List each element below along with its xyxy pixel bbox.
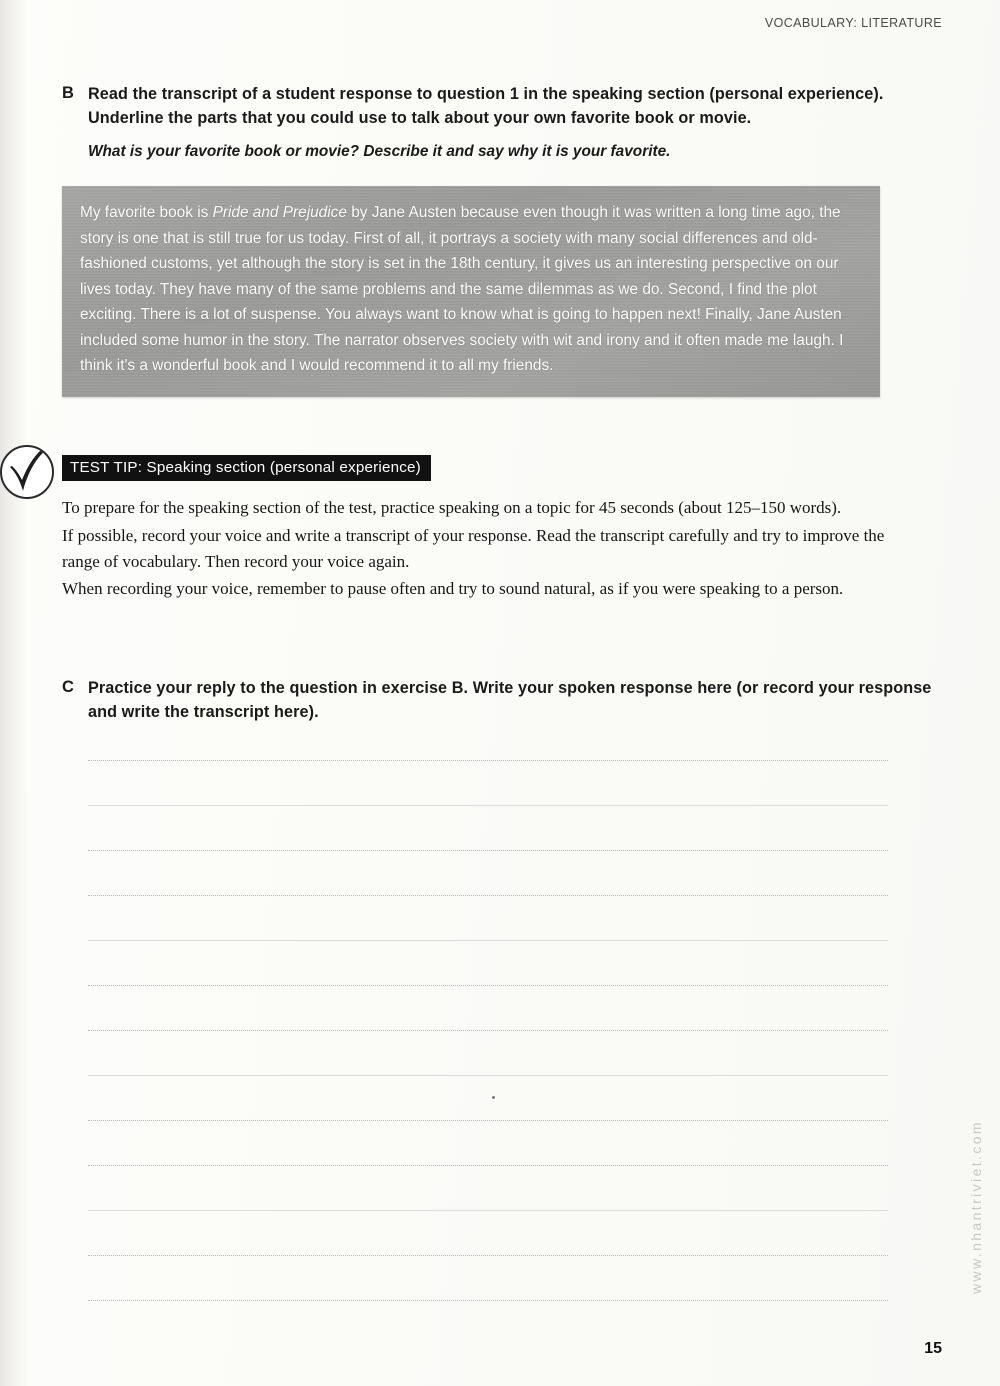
- answer-writing-lines[interactable]: [88, 760, 888, 1345]
- exercise-c: [62, 676, 942, 725]
- answer-line[interactable]: [88, 940, 888, 941]
- answer-line[interactable]: [88, 1165, 888, 1166]
- answer-line[interactable]: [88, 805, 888, 806]
- student-transcript-panel: [62, 186, 880, 397]
- answer-line[interactable]: [88, 1255, 888, 1256]
- test-tip-paragraph: To prepare for the speaking section of the test, practice speaking on a topic for 45 seconds (about 125–150 words).: [62, 498, 842, 517]
- transcript-text-part-2: by Jane Austen because even though it was written a long time ago, the story is one that is still true for us today. First of all, it portrays a society with many social differences and old-fashioned customs, yet although the story is set in the 18th century, it gives us an interesting perspective on our lives today. They have many of the same problems and the same dilemmas as we do. Second, I find the plot exciting. There is a lot of suspense. You always want to know what is going to happen next! Finally, Jane Austen included some humor in the story. The narrator observes society with wit and irony and it often made me laugh. I think it's a wonderful book and I would recommend it to all my friends.: [80, 204, 844, 375]
- test-tip-body: [62, 495, 890, 602]
- exercise-c-instruction: Practice your reply to the question in exercise B. Write your spoken response here (or record your response and write the transcript here).: [88, 679, 932, 722]
- test-tip-paragraph: If possible, record your voice and write a transcript of your response. Read the transcript carefully and try to improve the range of vocabulary. Then record your voice again.: [62, 525, 885, 571]
- answer-line[interactable]: [88, 985, 888, 986]
- answer-line[interactable]: [88, 1075, 888, 1076]
- page-left-edge-shadow: [0, 0, 26, 1386]
- answer-line[interactable]: [88, 1210, 888, 1211]
- test-tip-heading: TEST TIP: Speaking section (personal experience): [62, 455, 431, 481]
- page-number: 15: [924, 1340, 942, 1357]
- exercise-b-instruction: Read the transcript of a student response to question 1 in the speaking section (personal experience). Underline the parts that you could use to talk about your own favorite book or movie.: [88, 85, 884, 128]
- exercise-b-letter: B: [62, 84, 74, 102]
- answer-line[interactable]: [88, 1300, 888, 1301]
- site-watermark: www.nhantriviet.com: [968, 1120, 984, 1294]
- answer-line[interactable]: [88, 850, 888, 851]
- answer-line[interactable]: [88, 760, 888, 761]
- transcript-book-title: Pride and Prejudice: [212, 204, 347, 221]
- answer-line[interactable]: [88, 895, 888, 896]
- answer-line[interactable]: [88, 1120, 888, 1121]
- answer-line[interactable]: [88, 1030, 888, 1031]
- ink-mark: [492, 1096, 495, 1099]
- exercise-c-letter: C: [62, 678, 74, 696]
- running-header: VOCABULARY: LITERATURE: [764, 16, 942, 30]
- exercise-b-question: What is your favorite book or movie? Describe it and say why it is your favorite.: [88, 142, 671, 160]
- transcript-text-part-1: My favorite book is: [80, 204, 213, 221]
- test-tip-block: [62, 455, 942, 604]
- exercise-b: [62, 82, 942, 163]
- test-tip-paragraph: When recording your voice, remember to pause often and try to sound natural, as if you were speaking to a person.: [62, 579, 844, 599]
- check-mark-icon: [0, 445, 54, 499]
